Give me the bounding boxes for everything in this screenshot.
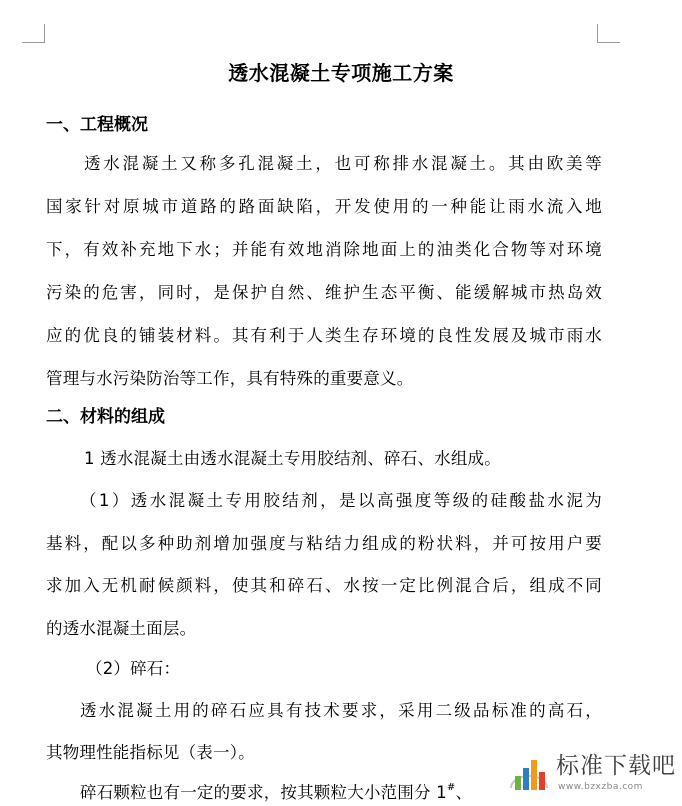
page-corner-mark-top-right xyxy=(597,24,620,43)
watermark-site-url: www.bzxzba.com xyxy=(558,782,643,792)
section1-line-6: 管理与水污染防治等工作，具有特殊的重要意义。 xyxy=(46,369,414,388)
document-title: 透水混凝土专项施工方案 xyxy=(228,61,454,85)
section2-item3-text: 碎石颗粒也有一定的要求，按其颗粒大小范围分 1 xyxy=(80,783,447,802)
section2-intro: 1 透水混凝土由透水混凝土专用胶结剂、碎石、水组成。 xyxy=(84,449,501,468)
section2-item2-line-2: 其物理性能指标见（表一）。 xyxy=(46,743,255,762)
section2-item1-line-4: 的透水混凝土面层。 xyxy=(46,619,197,638)
section1-line-1: 透水混凝土又称多孔混凝土，也可称排水混凝土。其由欧美等 xyxy=(84,154,602,173)
section1-line-5: 应的优良的铺装材料。其有利于人类生存环境的良性发展及城市雨水 xyxy=(46,326,602,345)
section1-line-4: 污染的危害，同时，是保护自然、维护生态平衡、能缓解城市热岛效 xyxy=(46,283,602,302)
section2-item1-line-3: 求加入无机耐候颜料，使其和碎石、水按一定比例混合后，组成不同 xyxy=(46,576,602,595)
section2-item2-heading: （2）碎石： xyxy=(86,659,181,678)
section2-item3-tail: 、 xyxy=(455,783,473,802)
section1-line-3: 下，有效补充地下水；并能有效地消除地面上的油类化合物等对环境 xyxy=(46,240,602,259)
section1-line-2: 国家针对原城市道路的路面缺陷，开发使用的一种能让雨水流入地 xyxy=(46,197,602,216)
bar-chart-logo-icon xyxy=(508,754,550,794)
site-watermark xyxy=(500,742,682,806)
section2-item1-line-2: 基料，配以多种助剂增加强度与粘结力组成的粉状料，并可按用户要 xyxy=(46,534,602,553)
section2-item2-line-1: 透水混凝土用的碎石应具有技术要求，采用二级品标准的高石， xyxy=(80,701,602,720)
watermark-site-name: 标准下载吧 xyxy=(556,753,676,779)
section2-heading: 二、材料的组成 xyxy=(46,407,165,427)
section2-item3-superscript: # xyxy=(446,781,456,793)
section2-item1-line-1: （1）透水混凝土专用胶结剂，是以高强度等级的硅酸盐水泥为 xyxy=(80,491,602,510)
section1-heading: 一、工程概况 xyxy=(46,115,148,135)
page-corner-mark-top-left xyxy=(22,24,45,43)
